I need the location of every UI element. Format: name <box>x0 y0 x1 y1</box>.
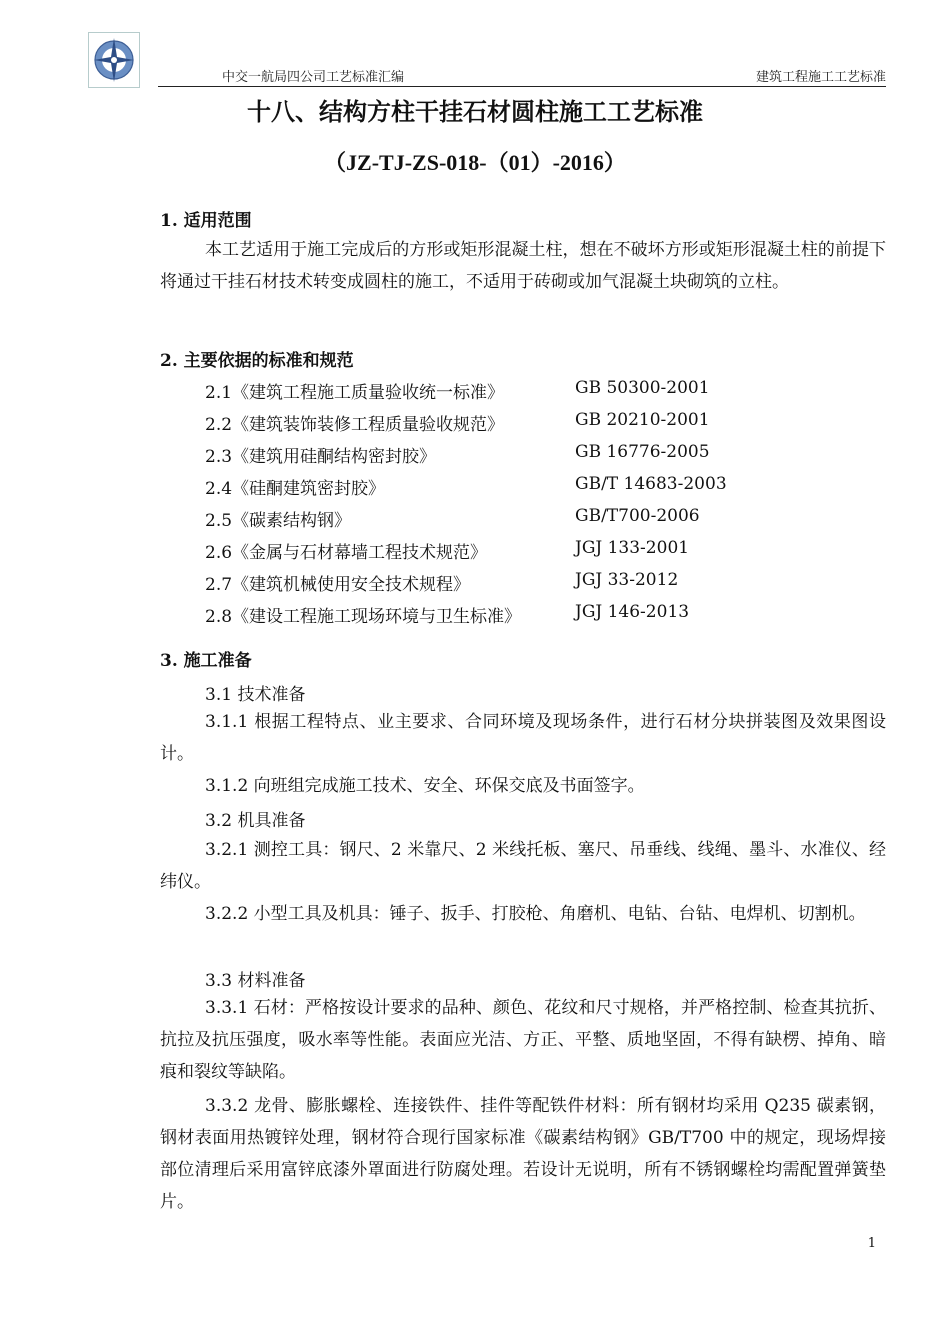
standard-name: 2.1《建筑工程施工质量验收统一标准》 <box>205 383 505 403</box>
standard-code: GB 16776-2005 <box>575 442 710 462</box>
standard-name: 2.5《碳素结构钢》 <box>205 511 352 531</box>
standard-code: GB 50300-2001 <box>575 378 710 398</box>
section-2-heading: 2. 主要依据的标准和规范 <box>160 351 354 371</box>
standard-code: GB 20210-2001 <box>575 410 710 430</box>
standard-code: JGJ 146-2013 <box>575 602 690 622</box>
section-3-heading: 3. 施工准备 <box>160 651 252 671</box>
section-1-heading: 1. 适用范围 <box>160 211 252 231</box>
standard-code: GB/T 14683-2003 <box>575 474 727 494</box>
header-left-text: 中交一航局四公司工艺标准汇编 <box>222 70 405 85</box>
subsection-3-2-title: 3.2 机具准备 <box>205 811 306 831</box>
paragraph-3-2-1: 3.2.1 测控工具：钢尺、2 米靠尺、2 米线托板、塞尺、吊垂线、线绳、墨斗、水准仪、经纬仪。 <box>160 840 886 892</box>
standard-name: 2.4《硅酮建筑密封胶》 <box>205 479 386 499</box>
document-title: 十八、结构方柱干挂石材圆柱施工工艺标准 <box>247 98 703 126</box>
standard-name: 2.2《建筑装饰装修工程质量验收规范》 <box>205 415 505 435</box>
paragraph-3-3-1: 3.3.1 石材：严格按设计要求的品种、颜色、花纹和尺寸规格，并严格控制、检查其抗折、抗拉及抗压强度，吸水率等性能。表面应光洁、方正、平整、质地坚固，不得有缺楞、掉角、暗痕和裂纹等缺陷。 <box>160 998 886 1082</box>
paragraph-3-2-2: 3.2.2 小型工具及机具：锤子、扳手、打胶枪、角磨机、电钻、台钻、电焊机、切割机。 <box>205 904 866 924</box>
header-right-text: 建筑工程施工工艺标准 <box>755 70 886 85</box>
paragraph-3-3-2: 3.3.2 龙骨、膨胀螺栓、连接铁件、挂件等配铁件材料：所有钢材均采用 Q235 碳素钢，钢材表面用热镀锌处理，钢材符合现行国家标准《碳素结构钢》GB/T700 中的规定，现场焊接部位清理后采用富锌底漆外罩面进行防腐处理。若设计无说明，所有不锈钢螺栓均需配置弹簧垫片。 <box>160 1096 886 1212</box>
section-1-body: 本工艺适用于施工完成后的方形或矩形混凝土柱，想在不破坏方形或矩形混凝土柱的前提下将通过干挂石材技术转变成圆柱的施工，不适用于砖砌或加气混凝土块砌筑的立柱。 <box>160 240 886 292</box>
standard-code: GB/T700-2006 <box>575 506 700 526</box>
header-divider <box>158 86 886 87</box>
paragraph-3-1-2: 3.1.2 向班组完成施工技术、安全、环保交底及书面签字。 <box>205 776 645 796</box>
subsection-3-3-title: 3.3 材料准备 <box>205 971 306 991</box>
standard-name: 2.6《金属与石材幕墙工程技术规范》 <box>205 543 488 563</box>
standard-code: JGJ 133-2001 <box>575 538 690 558</box>
subsection-3-1-title: 3.1 技术准备 <box>205 685 306 705</box>
paragraph-3-1-1: 3.1.1 根据工程特点、业主要求、合同环境及现场条件，进行石材分块拼装图及效果图设计。 <box>160 712 886 764</box>
standard-name: 2.3《建筑用硅酮结构密封胶》 <box>205 447 437 467</box>
standard-name: 2.7《建筑机械使用安全技术规程》 <box>205 575 471 595</box>
document-code: （JZ-TJ-ZS-018-（01）-2016） <box>324 150 626 175</box>
page-number: 1 <box>867 1236 876 1251</box>
company-logo <box>88 32 140 88</box>
standard-name: 2.8《建设工程施工现场环境与卫生标准》 <box>205 607 522 627</box>
standard-code: JGJ 33-2012 <box>575 570 679 590</box>
